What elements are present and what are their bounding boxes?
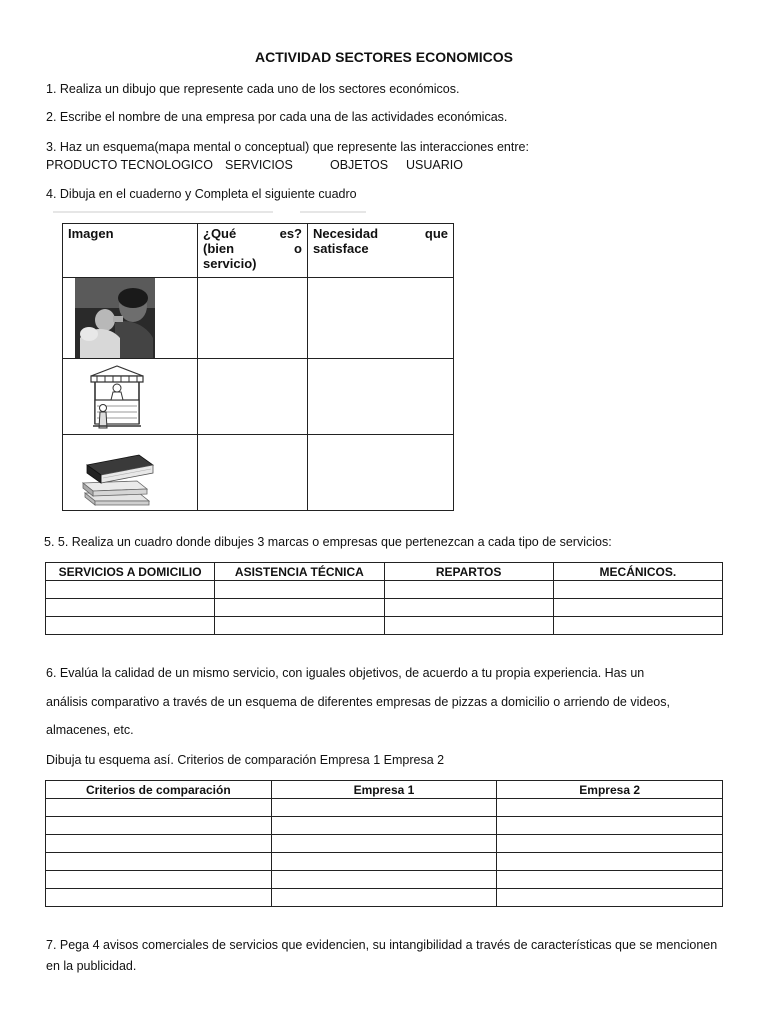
- table-cell[interactable]: [553, 599, 722, 617]
- question-6-line-4: Dibuja tu esquema así. Criterios de comparación Empresa 1 Empresa 2: [46, 753, 445, 767]
- question-4: 4. Dibuja en el cuaderno y Completa el siguiente cuadro: [46, 187, 357, 201]
- que-es-cell[interactable]: [198, 278, 308, 359]
- table-cell[interactable]: [271, 889, 497, 907]
- header-que-es-word: o: [294, 241, 302, 256]
- question-2: 2. Escribe el nombre de una empresa por cada una de las actividades económicas.: [46, 110, 508, 124]
- image-cell: [63, 359, 198, 435]
- q3-term-producto: PRODUCTO TECNOLOGICO: [46, 158, 213, 172]
- header-necesidad-word: que: [424, 226, 448, 241]
- faint-scan-line: [53, 211, 273, 213]
- header-que-es: [198, 224, 308, 278]
- question-6-line-1: 6. Evalúa la calidad de un mismo servicio, con iguales objetivos, de acuerdo a tu propia experiencia. Has un: [46, 666, 645, 680]
- people-photo-image: [75, 278, 155, 358]
- stack-of-books-image: [79, 445, 157, 507]
- header-necesidad-word: Necesidad: [313, 226, 379, 241]
- table-cell[interactable]: [271, 835, 497, 853]
- table-cell[interactable]: [46, 581, 215, 599]
- table-cell[interactable]: [271, 817, 497, 835]
- table-cell[interactable]: [46, 817, 272, 835]
- table-cell[interactable]: [215, 617, 384, 635]
- header-servicios-domicilio: SERVICIOS A DOMICILIO: [46, 563, 215, 581]
- table-cell[interactable]: [46, 835, 272, 853]
- header-criterios: Criterios de comparación: [46, 781, 272, 799]
- q3-term-usuario: USUARIO: [406, 158, 463, 172]
- header-necesidad: [308, 224, 454, 278]
- services-table: [45, 562, 723, 635]
- table-row: [46, 617, 723, 635]
- necesidad-cell[interactable]: [308, 278, 454, 359]
- table-cell[interactable]: [46, 871, 272, 889]
- table-row: [46, 835, 723, 853]
- table-cell[interactable]: [497, 871, 723, 889]
- question-1: 1. Realiza un dibujo que represente cada uno de los sectores económicos.: [46, 82, 460, 96]
- table-cell[interactable]: [46, 853, 272, 871]
- question-7-line-2: en la publicidad.: [46, 959, 137, 973]
- q3-term-servicios: SERVICIOS: [225, 158, 293, 172]
- header-asistencia-tecnica: ASISTENCIA TÉCNICA: [215, 563, 384, 581]
- header-imagen: [63, 224, 198, 278]
- question-6-line-3: almacenes, etc.: [46, 723, 134, 737]
- header-empresa-2: Empresa 2: [497, 781, 723, 799]
- image-table: [62, 223, 454, 511]
- header-que-es-word: servicio): [203, 256, 257, 271]
- table-row: [46, 599, 723, 617]
- header-necesidad-word: satisface: [313, 241, 369, 256]
- table-row: [46, 581, 723, 599]
- que-es-cell[interactable]: [198, 359, 308, 435]
- market-stall-image: [87, 362, 147, 432]
- table-row: [46, 871, 723, 889]
- faint-scan-line: [300, 211, 366, 213]
- q3-term-objetos: OBJETOS: [330, 158, 389, 172]
- image-cell: [63, 435, 198, 511]
- table-cell[interactable]: [46, 889, 272, 907]
- header-que-es-word: ¿Qué: [203, 226, 237, 241]
- header-repartos: REPARTOS: [384, 563, 553, 581]
- page-title: ACTIVIDAD SECTORES ECONOMICOS: [255, 49, 513, 65]
- table-cell[interactable]: [46, 799, 272, 817]
- table-cell[interactable]: [384, 617, 553, 635]
- table-cell[interactable]: [271, 871, 497, 889]
- table-cell[interactable]: [553, 617, 722, 635]
- table-cell[interactable]: [497, 853, 723, 871]
- header-que-es-word: (bien: [203, 241, 235, 256]
- table-row: [46, 799, 723, 817]
- table-cell[interactable]: [271, 853, 497, 871]
- table-row: [46, 889, 723, 907]
- table-cell[interactable]: [384, 599, 553, 617]
- table-cell[interactable]: [497, 817, 723, 835]
- table-cell[interactable]: [215, 599, 384, 617]
- question-5: 5. 5. Realiza un cuadro donde dibujes 3 marcas o empresas que pertenezcan a cada tipo de servicios:: [44, 535, 612, 549]
- table-cell[interactable]: [497, 835, 723, 853]
- header-imagen-label: Imagen: [68, 226, 114, 241]
- table-cell[interactable]: [46, 599, 215, 617]
- header-empresa-1: Empresa 1: [271, 781, 497, 799]
- table-cell[interactable]: [215, 581, 384, 599]
- header-que-es-word: es?: [279, 226, 302, 241]
- table-cell[interactable]: [271, 799, 497, 817]
- header-mecanicos: MECÁNICOS.: [553, 563, 722, 581]
- table-cell[interactable]: [553, 581, 722, 599]
- image-cell: [63, 278, 198, 359]
- table-row: [46, 817, 723, 835]
- table-cell[interactable]: [384, 581, 553, 599]
- comparison-table: [45, 780, 723, 907]
- table-cell[interactable]: [46, 617, 215, 635]
- question-7-line-1: 7. Pega 4 avisos comerciales de servicios que evidencien, su intangibilidad a través de características que se mencionen: [46, 938, 718, 952]
- necesidad-cell[interactable]: [308, 435, 454, 511]
- question-6-line-2: análisis comparativo a través de un esquema de diferentes empresas de pizzas a domicilio o arriendo de videos,: [46, 695, 670, 709]
- table-row: [46, 853, 723, 871]
- table-cell[interactable]: [497, 889, 723, 907]
- que-es-cell[interactable]: [198, 435, 308, 511]
- necesidad-cell[interactable]: [308, 359, 454, 435]
- question-3: 3. Haz un esquema(mapa mental o conceptual) que represente las interacciones entre:: [46, 140, 529, 154]
- table-cell[interactable]: [497, 799, 723, 817]
